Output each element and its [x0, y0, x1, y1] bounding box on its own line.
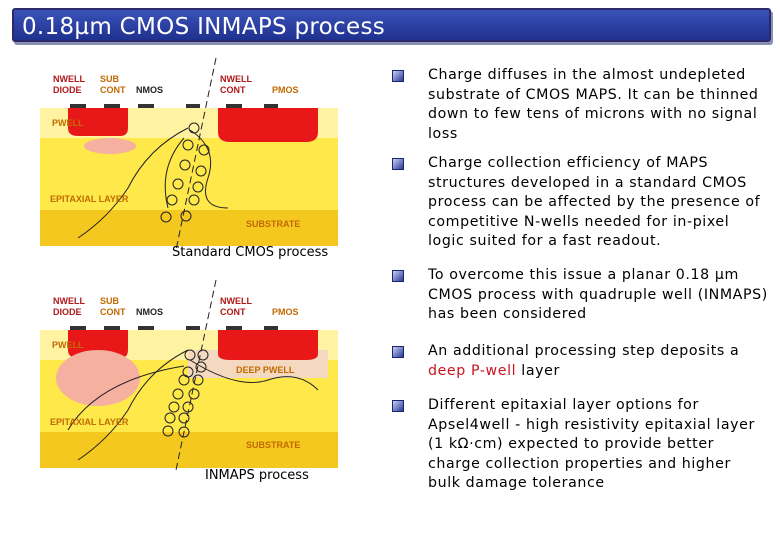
label-substrate: SUBSTRATE [246, 219, 301, 229]
label-pwell: PWELL [52, 118, 84, 128]
bullet-text: Different epitaxial layer options for Apsel4well - high resistivity epitaxial layer (1 kΩ·cm) expected to provide better charge collection properties and higher bulk damage tolerance [428, 397, 755, 491]
label-nwell-cont-1: NWELL [220, 74, 252, 84]
bullet-square-icon [392, 346, 404, 358]
label-nwell-diode-2: DIODE [53, 85, 82, 95]
bullet-text: Charge collection efficiency of MAPS structures developed in a standard CMOS process can be affected by the presence of competitive N-wells needed for in-pixel logic suited for a fast readout. [428, 155, 761, 249]
label-nmos: NMOS [136, 85, 163, 95]
bullet-square-icon [392, 158, 404, 170]
inmaps-diagram [38, 280, 340, 470]
label-sub-cont-2: CONT [100, 85, 126, 95]
substrate-region [40, 432, 338, 468]
nwell-cont-well [218, 108, 318, 142]
bullet-text: To overcome this issue a planar 0.18 µm CMOS process with quadruple well (INMAPS) has been considered [428, 267, 768, 322]
label-nmos: NMOS [136, 307, 163, 317]
label-sub-cont-1: SUB [100, 296, 120, 306]
label-nwell-diode-1: NWELL [53, 296, 85, 306]
nwell-cont-well [218, 330, 318, 360]
bullet-text: Charge diffuses in the almost undepleted substrate of CMOS MAPS. It can be thinned down to few tens of microns with no signal loss [428, 67, 759, 142]
label-nwell-diode-1: NWELL [53, 74, 85, 84]
caption-standard: Standard CMOS process [172, 245, 329, 260]
label-pwell: PWELL [52, 340, 84, 350]
bullet-square-icon [392, 270, 404, 282]
title-bar [12, 8, 771, 42]
label-substrate: SUBSTRATE [246, 440, 301, 450]
deep-pwell-highlight: deep P-well [428, 362, 517, 379]
caption-inmaps: INMAPS process [205, 468, 309, 483]
standard-cmos-diagram [38, 58, 340, 250]
slide-title: 0.18µm CMOS INMAPS process [22, 14, 386, 40]
bullet-square-icon [392, 400, 404, 412]
label-nwell-cont-2: CONT [220, 307, 246, 317]
label-nwell-cont-2: CONT [220, 85, 246, 95]
bullet-text [428, 342, 768, 381]
label-deep-pwell: DEEP PWELL [236, 365, 295, 375]
label-epitaxial: EPITAXIAL LAYER [50, 417, 129, 427]
label-pmos: PMOS [272, 85, 299, 95]
label-nwell-diode-2: DIODE [53, 307, 82, 317]
label-sub-cont-2: CONT [100, 307, 126, 317]
label-sub-cont-1: SUB [100, 74, 120, 84]
label-nwell-cont-1: NWELL [220, 296, 252, 306]
label-epitaxial: EPITAXIAL LAYER [50, 194, 129, 204]
charge-cloud [84, 138, 136, 154]
bullet-text-after: layer [516, 362, 560, 379]
label-pmos: PMOS [272, 307, 299, 317]
bullet-text-before: An additional processing step deposits a [428, 343, 740, 359]
bullet-square-icon [392, 70, 404, 82]
